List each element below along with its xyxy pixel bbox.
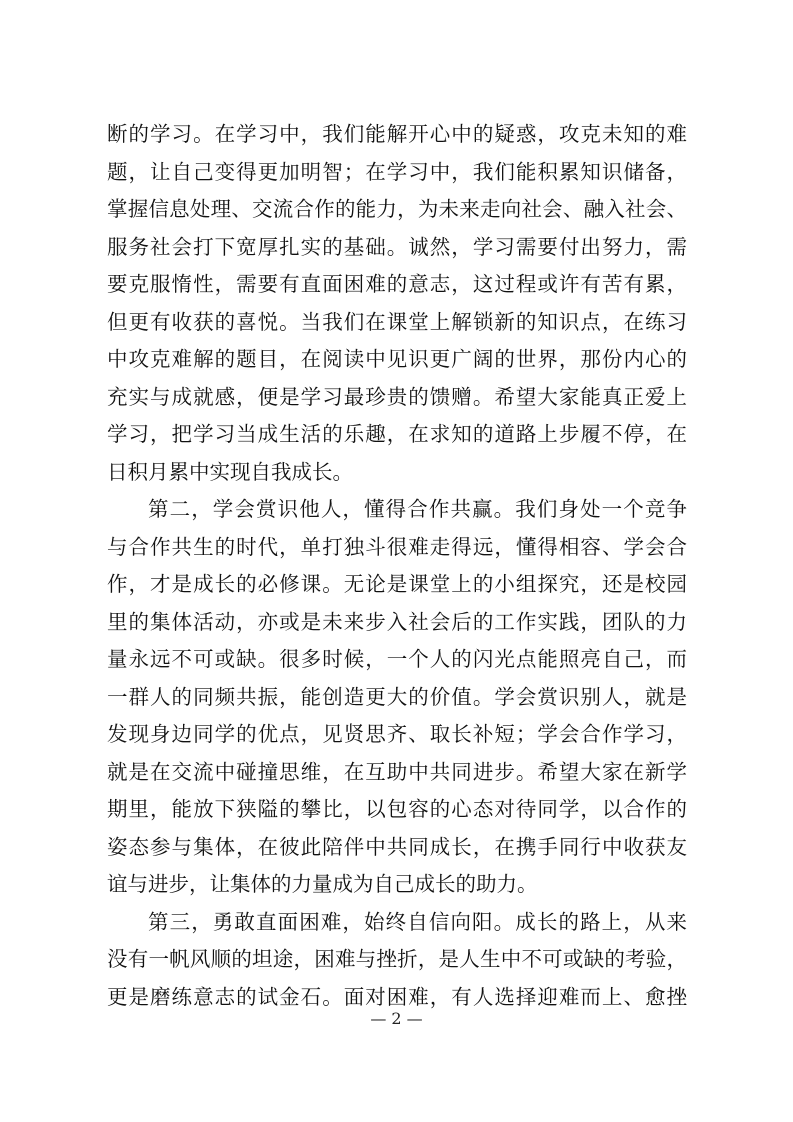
text-line: 作，才是成长的必修课。无论是课堂上的小组探究，还是校园 bbox=[107, 572, 687, 596]
text-line: 中攻克难解的题目，在阅读中见识更广阔的世界，那份内心的 bbox=[107, 347, 687, 371]
body-text bbox=[107, 116, 687, 1016]
text-line: 没有一帆风顺的坦途，困难与挫折，是人生中不可或缺的考验， bbox=[107, 947, 687, 971]
paragraph bbox=[107, 491, 687, 904]
text-line: 与合作共生的时代，单打独斗很难走得远，懂得相容、学会合 bbox=[107, 534, 687, 559]
text-line: 掌握信息处理、交流合作的能力，为未来走向社会、融入社会、 bbox=[107, 197, 687, 221]
text-line: 姿态参与集体，在彼此陪伴中共同成长，在携手同行中收获友 bbox=[107, 834, 687, 859]
text-line: 学习，把学习当成生活的乐趣，在求知的道路上步履不停，在 bbox=[107, 422, 687, 446]
text-line: 里的集体活动，亦或是未来步入社会后的工作实践，团队的力 bbox=[107, 609, 687, 634]
text-line: 断的学习。在学习中，我们能解开心中的疑惑，攻克未知的难 bbox=[107, 122, 687, 146]
paragraph bbox=[107, 904, 687, 1017]
text-line: 就是在交流中碰撞思维，在互助中共同进步。希望大家在新学 bbox=[107, 759, 687, 784]
text-line: 期里，能放下狭隘的攀比，以包容的心态对待同学，以合作的 bbox=[107, 797, 687, 821]
text-line: 题，让自己变得更加明智；在学习中，我们能积累知识储备， bbox=[107, 159, 687, 184]
text-line: 要克服惰性，需要有直面困难的意志，这过程或许有苦有累， bbox=[107, 272, 687, 296]
text-line: 发现身边同学的优点，见贤思齐、取长补短；学会合作学习， bbox=[107, 722, 687, 746]
paragraph bbox=[107, 116, 687, 491]
text-line: 第二，学会赏识他人，懂得合作共赢。我们身处一个竞争 bbox=[148, 497, 687, 521]
text-line: 量永远不可或缺。很多时候，一个人的闪光点能照亮自己，而 bbox=[107, 647, 687, 671]
text-line: 一群人的同频共振，能创造更大的价值。学会赏识别人，就是 bbox=[107, 684, 687, 709]
text-line: 第三，勇敢直面困难，始终自信向阳。成长的路上，从来 bbox=[148, 909, 687, 934]
page-number: — 2 — bbox=[370, 1009, 423, 1028]
text-line: 充实与成就感，便是学习最珍贵的馈赠。希望大家能真正爱上 bbox=[107, 384, 687, 409]
text-line: 服务社会打下宽厚扎实的基础。诚然，学习需要付出努力，需 bbox=[107, 234, 687, 259]
text-line: 但更有收获的喜悦。当我们在课堂上解锁新的知识点，在练习 bbox=[107, 309, 687, 334]
text-line: 日积月累中实现自我成长。 bbox=[107, 459, 353, 484]
text-line: 谊与进步，让集体的力量成为自己成长的助力。 bbox=[107, 872, 538, 896]
text-line: 更是磨练意志的试金石。面对困难，有人选择迎难而上、愈挫 bbox=[107, 984, 687, 1009]
